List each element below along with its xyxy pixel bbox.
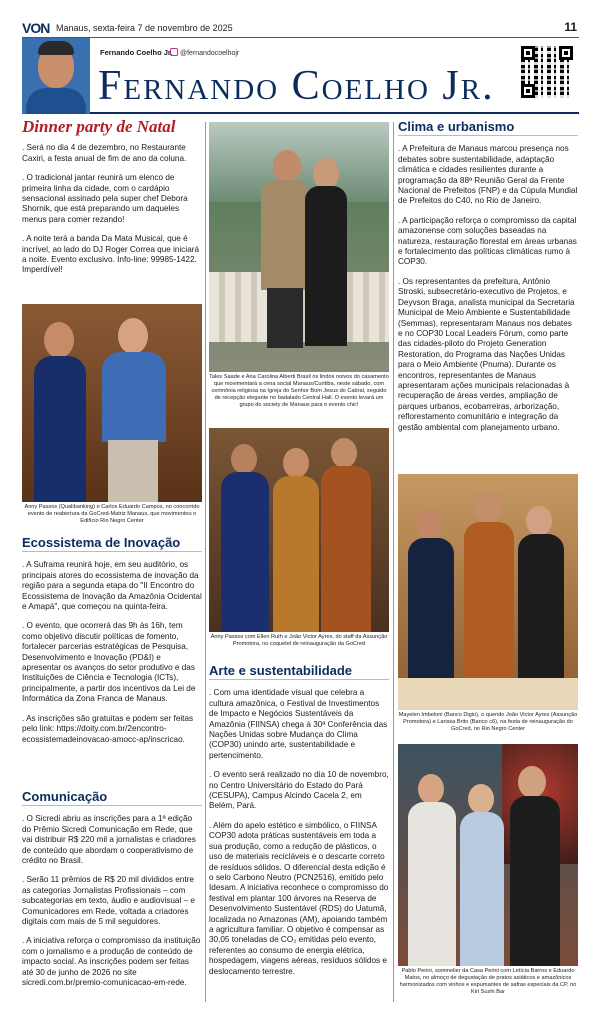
- photo-caption-3: Anny Passos com Ellen Ruth e João Victor Ayres, do staff da Assunção Promotora, no coquetel de reinauguração da GoCred: [210, 634, 388, 647]
- photo-anny-ellen-joao: [209, 428, 389, 632]
- innovation-paragraph-1: . A Suframa reunirá hoje, em seu auditório, os principais atores do ecossistema de inovação da região para a segunda etapa do "II Encontro do Ecossistema de Inovação da Amazônia Ocidental e Amapá", que começou na quinta-feira.: [22, 560, 202, 612]
- climate-paragraph-3: . Os representantes da prefeitura, Antônio Stroski, subsecretário-executivo de Projetos, e Deyvson Braga, analista municipal da Secretaria Municipal de Meio Ambiente e Sustentabilidade (Semmas), representaram Manaus nos debates e no COP30 Local Leaders Fórum, como parte das cidades-piloto do Projeto Generation Restoration, do Programa das Nações Unidas para o Meio Ambiente (Pnuma). Durante os encontros, representantes de Manaus apresentaram ações municipais relacionadas à recuperação de áreas verdes, ampliação de parques urbanos, ecobarreiras, arborização, reflorestamento comunitário e integração da gestão ambiental com planejamento urbano.: [398, 276, 575, 432]
- column-left: [22, 117, 202, 285]
- instagram-handle-text: @fernandocoelhojr: [180, 50, 240, 57]
- section-title-climate: Clima e urbanismo: [398, 122, 578, 136]
- section-title-innovation: Ecossistema de Inovação: [22, 538, 202, 552]
- photo-caption-1: Anny Passos (Qualibanking) e Carlos Eduardo Campos, no concorrido evento de reabertura da GoCred-Matriz Manaus, que movimentou o Edifício Rio Negro Center: [24, 504, 200, 524]
- newspaper-logo: VON: [22, 20, 50, 36]
- communication-paragraph-2: . Serão 11 prêmios de R$ 20 mil divididos entre as categorias Jornalistas Profissionais – com subcategorias em texto, áudio e audiovisual – e Comunicadores em Rede, voltada a criadores digitais com mais de 5 mil seguidores.: [22, 875, 195, 927]
- section-climate: [398, 119, 578, 442]
- photo-mayelen-joao-larissa: [398, 474, 578, 710]
- dinner-paragraph-2: . O tradicional jantar reunirá um elenco de primeira linha da cidade, com o cardápio sensacional assinado pela super chef Debora Shornik, que está preparando um daqueles menus para comer rezando!: [22, 173, 188, 224]
- qr-code-icon[interactable]: [521, 46, 573, 98]
- column-divider-2: [393, 122, 394, 1002]
- communication-paragraph-1: . O Sicredi abriu as inscrições para a 1ª edição do Prêmio Sicredi Comunicação em Rede, que vai distribuir R$ 220 mil a jornalistas e criadores de conteúdo que abordam o cooperativismo de crédito no Brasil.: [22, 814, 196, 866]
- column-masthead: [22, 38, 579, 114]
- section-title-dinner: Dinner party de Natal: [22, 117, 176, 136]
- column-divider: [205, 122, 206, 1002]
- innovation-paragraph-3: . As inscrições são gratuitas e podem ser feitas pelo link: https://doity.com.br/2encontro-ecossistemadeinovacao-amocc-ap/inscricao.: [22, 713, 194, 744]
- author-portrait: [22, 38, 90, 114]
- section-innovation: [22, 535, 202, 754]
- section-art: [209, 663, 389, 986]
- art-paragraph-1: . Com uma identidade visual que celebra a cultura amazônica, o Festival de Investimentos de Impacto e Negócios Sustentáveis da Amazônia (FIINSA) chega à 30ª Conferência das Nações Unidas sobre Mudança do Clima (COP30) unindo arte, sustentabilidade e pertencimento.: [209, 688, 388, 760]
- section-communication: [22, 789, 202, 998]
- top-bar: [22, 18, 579, 38]
- photo-pablo-leticia-eduardo: [398, 744, 578, 966]
- climate-paragraph-1: . A Prefeitura de Manaus marcou presença nos debates sobre sustentabilidade, adaptação climática e cidades resilientes durante a programação da 88ª Reunião Geral da Frente Nacional de Prefeitos (FNP) e da Cúpula Mundial de Prefeitos do C40, no Rio de Janeiro.: [398, 144, 578, 206]
- section-title-art: Arte e sustentabilidade: [209, 666, 389, 680]
- art-paragraph-2: . O evento será realizado no dia 10 de novembro, no Centro Universitário do Estado do Pará (CESUPA), Campus Alcindo Cacela 2, em Belém, Pará.: [209, 770, 389, 811]
- column-title: Fernando Coelho Jr.: [98, 63, 495, 109]
- page-number: 11: [564, 20, 577, 34]
- communication-paragraph-3: . A iniciativa reforça o compromisso da instituição com o jornalismo e a produção de conteúdo de impacto social. As inscrições podem ser feitas até 30 de junho de 2026 no site sicredi.com.br/premio-comunicacao-em-rede.: [22, 936, 201, 988]
- photo-caption-2: Tales Saade e Ana Carolina Alberti Brasil os lindos noivos do casamento que movimentará a cena social Manaus/Curitiba, neste sábado, com cerimônia religiosa na Igreja do Senhor Bom Jesus do Cabral, seguido de recepção elegante no badalado Central Hall. O evento levará um grupo do society de Manaus para o evento chic!: [209, 374, 389, 408]
- photo-caption-5: Pablo Perini, sommelier da Casa Perini com Letícia Barros e Eduardo Matos, no almoço de degustação de pratos asiáticos e amazônicos harmonizados com vinhos e espumantes de safras especiais da CP, no Kiri Sushi Bar: [399, 968, 577, 995]
- photo-caption-4: Mayelen Imbeloni (Banco Digio), o querido João Victor Ayres (Assunção Promotora) e Larissa Brito (Banco c6), na festa de reinauguração do GoCred, no Rio Negro Center: [398, 712, 578, 732]
- dinner-paragraph-1: . Será no dia 4 de dezembro, no Restaurante Caxiri, a festa anual de fim de ano da coluna.: [22, 143, 187, 163]
- climate-paragraph-2: . A participação reforça o compromisso da capital amazonense com soluções baseadas na natureza, restauração florestal em áreas urbanas e fortalecimento das políticas climáticas rumo à COP30.: [398, 215, 577, 267]
- photo-tales-ana: [209, 122, 389, 372]
- dinner-paragraph-3: . A noite terá a banda Da Mata Musical, que é incrível, ao lado do DJ Roger Correa que iniciará a noite. Evento exclusivo. Info-line: 99985-1422. Imperdível!: [22, 234, 200, 275]
- dateline: Manaus, sexta-feira 7 de novembro de 2025: [56, 23, 233, 33]
- section-title-communication: Comunicação: [22, 792, 202, 806]
- photo-anny-carlos: [22, 304, 202, 502]
- author-byline: Fernando Coelho Jr.: [100, 48, 173, 57]
- innovation-paragraph-2: . O evento, que ocorrerá das 9h às 16h, tem como objetivo discutir políticas de fomento, fortalecer parcerias estratégicas de Pesquisa, Desenvolvimento e Inovação (PD&I) e apresentar os avanços do setor produtivo e das Instituições de Ciência e Tecnologia (ICTs), principalmente, a partir dos incentivos da Lei de Informática da Zona Franca de Manaus.: [22, 621, 196, 704]
- instagram-icon: [170, 48, 178, 56]
- art-paragraph-3: . Além do apelo estético e simbólico, o FIINSA COP30 adota práticas sustentáveis em toda a sua produção, como a redução de plásticos, o uso de materiais recicláveis e o descarte correto de resíduos sólidos. O diferencial desta edição é o selo Carbono Neutro (PCN2516), emitido pelo Idesam. A iniciativa reconhece o compromisso do festival em plantar 100 árvores na Reserva de Desenvolvimento Sustentável (RDS) do Uatumã, localizada no Amazonas (AM), apoiando também a agricultura familiar. O objetivo é compensar as 30,05 toneladas de CO₂ emitidas pelo evento, referentes ao consumo de energia elétrica, hospedagem, viagens aéreas, resíduos sólidos e deslocamento terrestre.: [209, 820, 389, 976]
- instagram-handle: [170, 48, 239, 57]
